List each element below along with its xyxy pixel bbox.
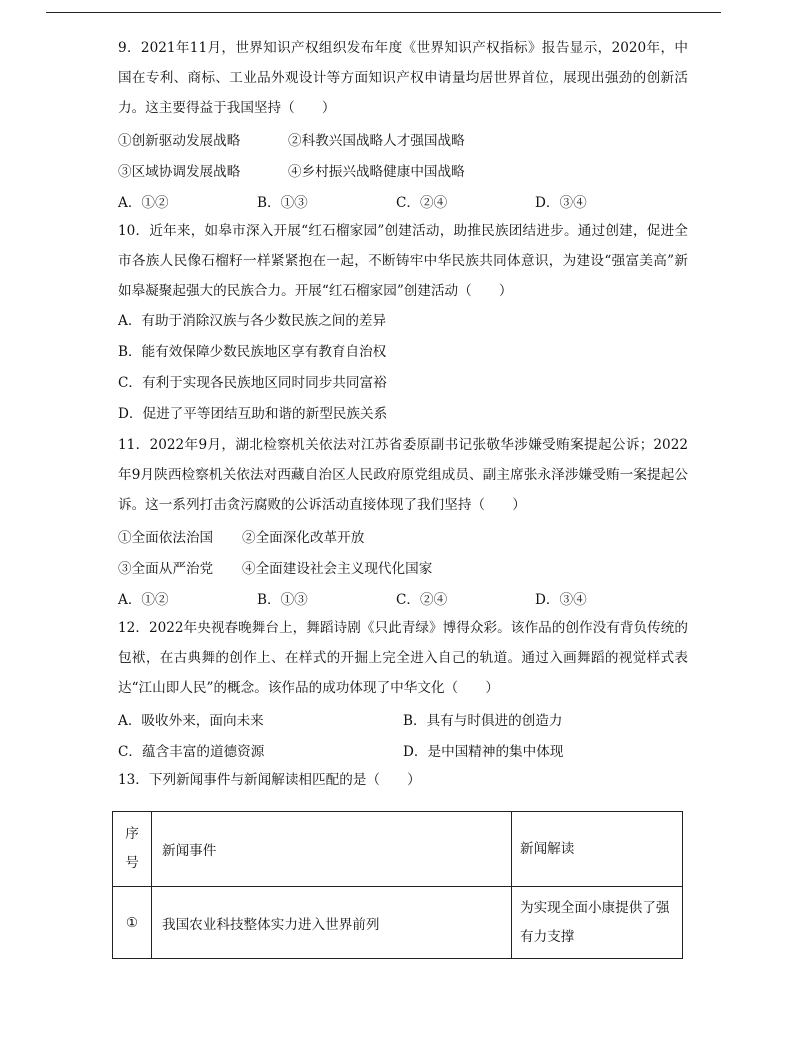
option-d: D．是中国精神的集中体现 (403, 743, 564, 760)
question-9-items-row-1 (118, 123, 688, 154)
question-9-options (118, 185, 688, 216)
option-b: B．具有与时俱进的创造力 (403, 712, 563, 729)
question-11-item: ④全面建设社会主义现代化国家 (242, 560, 433, 577)
option-a: A．①② (118, 194, 169, 211)
option-d: D．③④ (535, 194, 587, 211)
question-12-options-row-1 (118, 703, 688, 734)
option-d: D．③④ (535, 591, 587, 608)
row-index: ① (113, 887, 152, 959)
question-9-item: ②科教兴国战略人才强国战略 (288, 132, 465, 149)
news-table (112, 811, 683, 959)
header-interpretation: 新闻解读 (512, 812, 683, 887)
option-a: A．吸收外来，面向未来 (118, 712, 264, 729)
header-event: 新闻事件 (152, 812, 512, 887)
question-9-item: ④乡村振兴战略健康中国战略 (288, 163, 465, 180)
option-d: D．促进了平等团结互助和谐的新型民族关系 (118, 406, 388, 422)
question-11-items-row-2 (118, 551, 688, 582)
option-b: B．能有效保障少数民族地区享有教育自治权 (118, 344, 387, 360)
question-11-items-row-1 (118, 520, 688, 551)
question-11-stem: 11．2022年9月，湖北检察机关依法对江苏省委原副书记张敬华涉嫌受贿案提起公诉；2022年9月陕西检察机关依法对西藏自治区人民政府原党组成员、副主席张永泽涉嫌受贿一案提起公诉。这一系列打击贪污腐败的公诉活动直接体现了我们坚持（ ） (118, 437, 688, 513)
option-a: A．有助于消除汉族与各少数民族之间的差异 (118, 313, 387, 329)
page-top-rule (46, 12, 721, 13)
question-12-options-row-2 (118, 734, 688, 765)
question-9-stem: 9．2021年11月，世界知识产权组织发布年度《世界知识产权指标》报告显示，2020年，中国在专利、商标、工业品外观设计等方面知识产权申请量均居世界首位，展现出强劲的创新活力。这主要得益于我国坚持（ ） (118, 40, 688, 116)
option-c: C．②④ (396, 194, 448, 211)
row-interpretation: 为实现全面小康提供了强有力支撑 (512, 887, 683, 959)
option-c: C．有利于实现各民族地区同时同步共同富裕 (118, 375, 387, 391)
header-index-text: 序号 (125, 826, 139, 871)
row-event: 我国农业科技整体实力进入世界前列 (152, 887, 512, 959)
table-row (113, 887, 683, 959)
option-b: B．①③ (257, 591, 308, 608)
question-9-item: ①创新驱动发展战略 (118, 132, 241, 149)
option-c: C．②④ (396, 591, 448, 608)
question-9-items-row-2 (118, 154, 688, 185)
question-12-stem: 12．2022年央视春晚舞台上，舞蹈诗剧《只此青绿》博得众彩。该作品的创作没有背负传统的包袱，在古典舞的创作上、在样式的开掘上完全进入自己的轨道。通过入画舞蹈的视觉样式表达“江山即人民”的概念。该作品的成功体现了中华文化（ ） (118, 620, 688, 696)
question-10-stem: 10．近年来，如皋市深入开展“红石榴家园”创建活动，助推民族团结进步。通过创建，促进全市各族人民像石榴籽一样紧紧抱在一起，不断铸牢中华民族共同体意识，为建设“强富美高”新如皋凝聚起强大的民族合力。开展“红石榴家园”创建活动（ ） (118, 223, 688, 299)
exam-content (118, 33, 688, 796)
question-11-item: ①全面依法治国 (118, 529, 214, 546)
table-header-row (113, 812, 683, 887)
question-9-item: ③区域协调发展战略 (118, 163, 241, 180)
question-11-options (118, 582, 688, 613)
option-a: A．①② (118, 591, 169, 608)
option-c: C．蕴含丰富的道德资源 (118, 743, 265, 760)
question-11-item: ③全面从严治党 (118, 560, 214, 577)
question-13-stem: 13．下列新闻事件与新闻解读相匹配的是（ ） (118, 772, 421, 788)
header-index (113, 812, 152, 887)
question-11-item: ②全面深化改革开放 (242, 529, 365, 546)
option-b: B．①③ (257, 194, 308, 211)
